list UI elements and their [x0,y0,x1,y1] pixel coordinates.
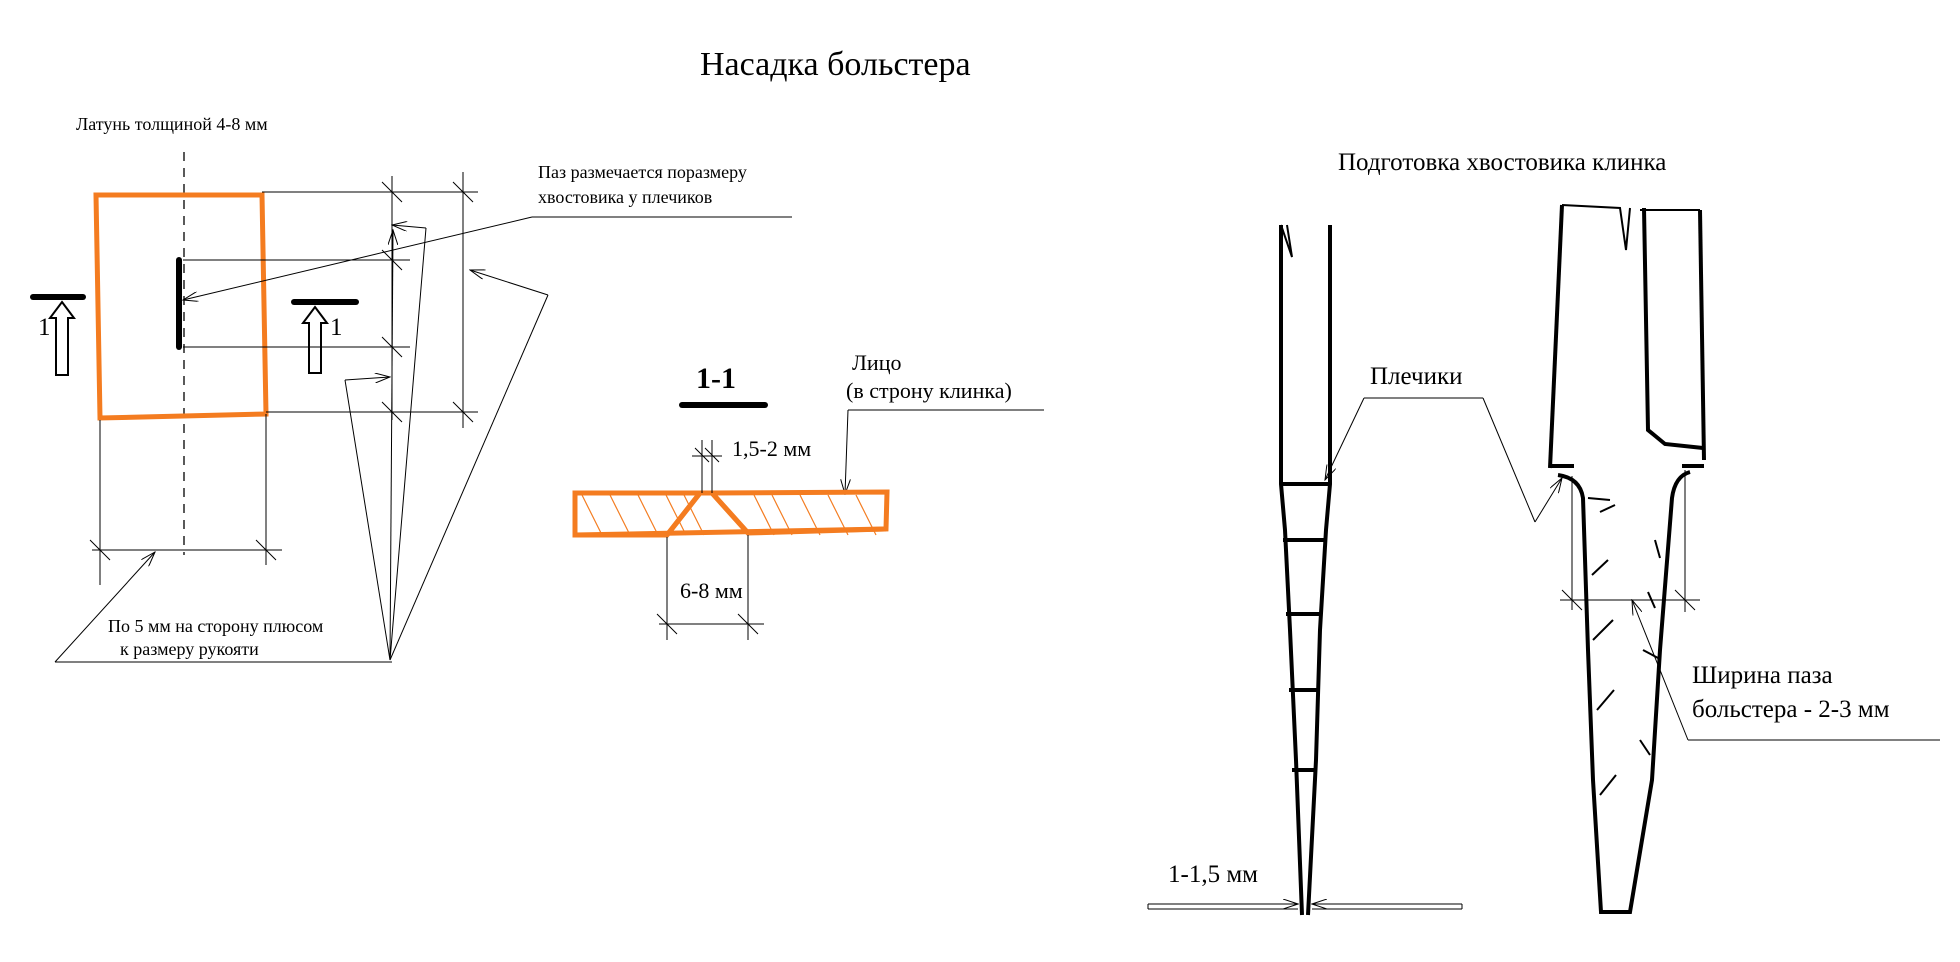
tang-preparation-view [1148,149,1940,915]
section-1-1-view [575,350,1044,640]
tang-title: Подготовка хвостовика клинка [1338,149,1667,176]
tip-width-label: 1-1,5 мм [1168,861,1258,888]
width-dimension [90,414,282,585]
slot-note-line1: Паз размечается поразмеру [538,162,747,182]
section-mark-right-label: 1 [330,314,343,341]
slot-width-line2: больстера - 2-3 мм [1692,696,1890,723]
tang-left [1281,225,1330,915]
groove-width-label: 1,5-2 мм [732,436,812,461]
section-mark-left [33,297,83,375]
margin-note-line2: к размеру рукояти [120,639,259,659]
bolster-plan-view [33,114,792,662]
section-mark-left-label: 1 [38,314,51,341]
tang-right [1550,205,1704,912]
material-note: Латунь толщиной 4-8 мм [76,114,268,134]
slot-note-line2: хвостовика у плечиков [538,187,713,207]
page-title: Насадка больстера [700,46,971,83]
section-label: 1-1 [696,362,736,395]
face-label-line1: Лицо [852,350,902,375]
base-width-label: 6-8 мм [680,578,743,603]
slot-width-line1: Ширина паза [1692,662,1833,689]
shoulders-label: Плечики [1370,363,1463,390]
section-mark-right [294,302,356,373]
face-label-line2: (в строну клинка) [846,378,1012,403]
margin-note-line1: По 5 мм на сторону плюсом [108,616,324,636]
